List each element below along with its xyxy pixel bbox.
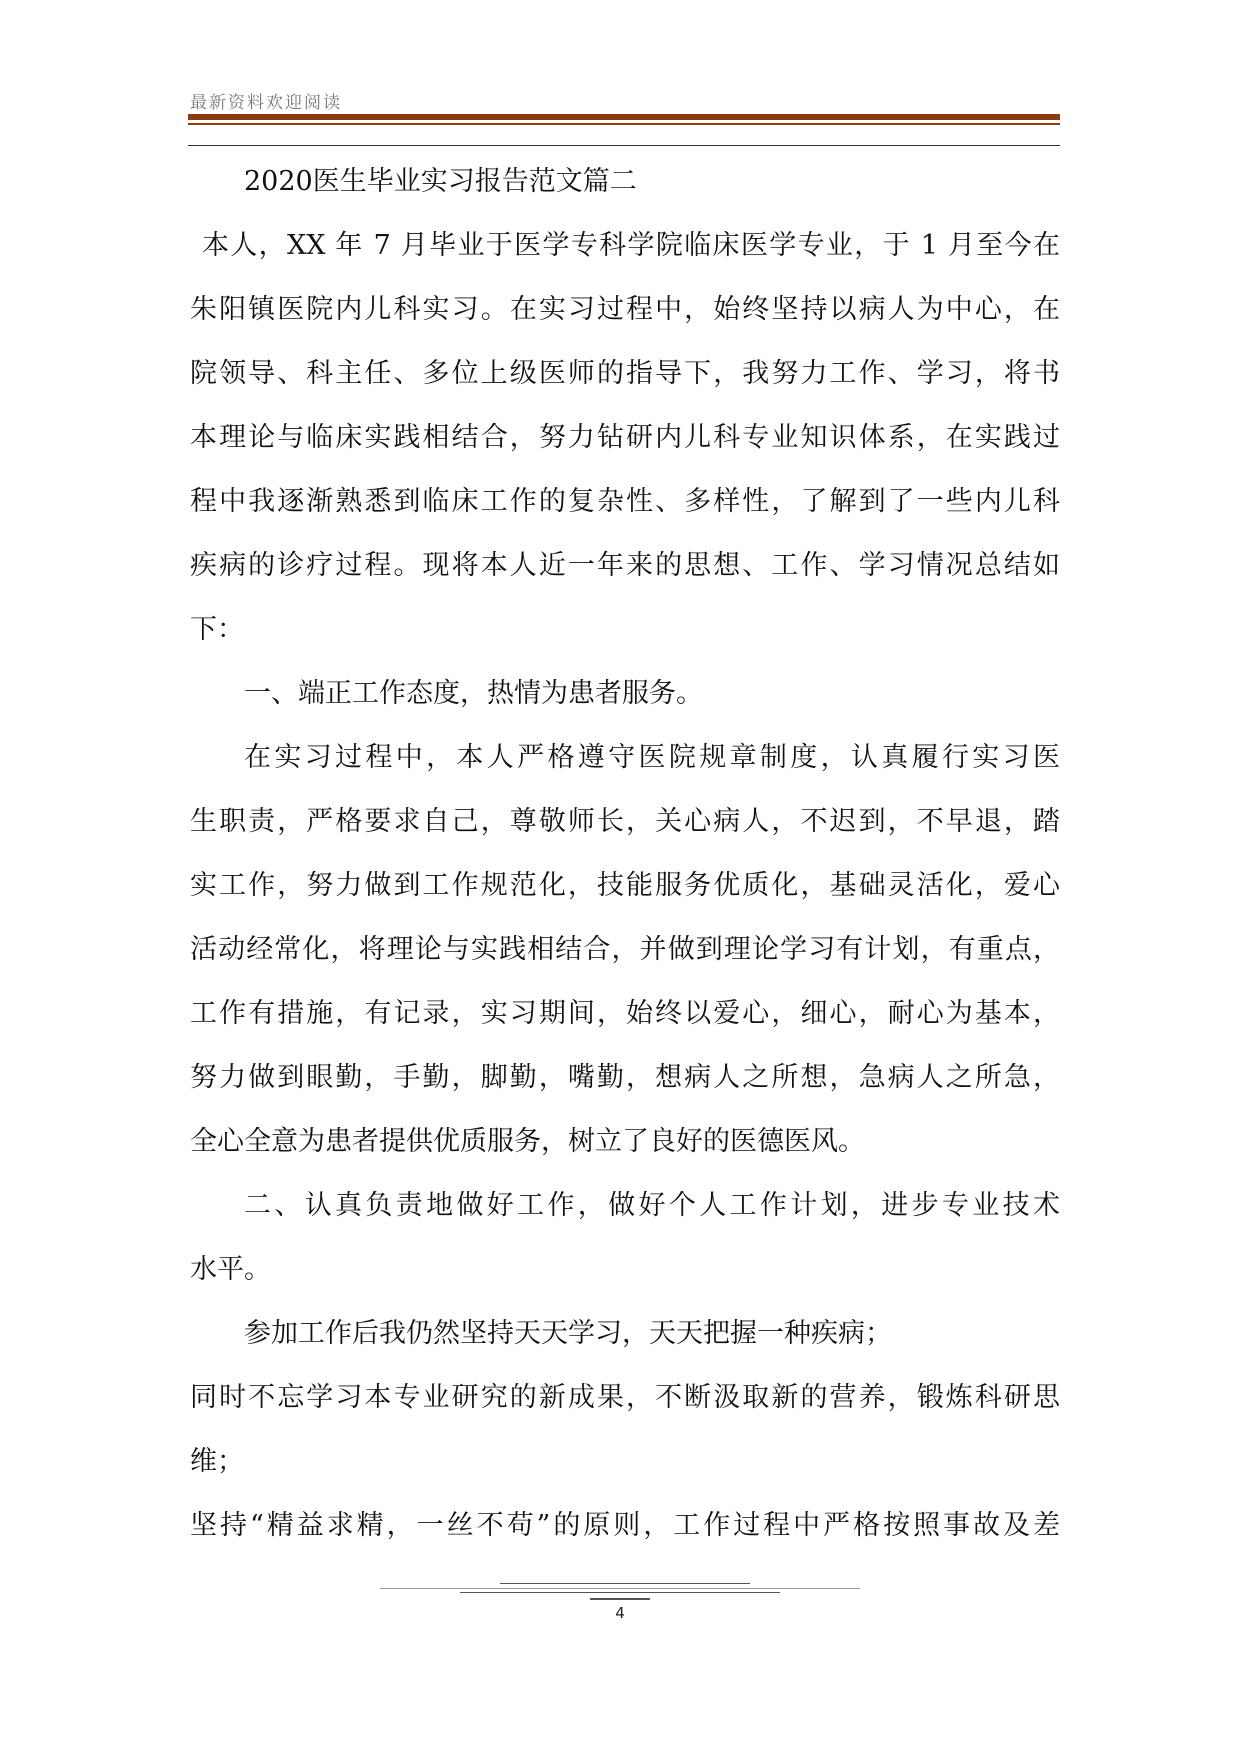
paragraph-line: 下：	[190, 614, 244, 645]
paragraph-line: 在实习过程中，本人严格遵守医院规章制度，认真履行实习医	[244, 742, 1060, 773]
section-heading: 二、认真负责地做好工作，做好个人工作计划，进步专业技术	[244, 1190, 1060, 1221]
paragraph-line: 活动经常化，将理论与实践相结合，并做到理论学习有计划，有重点，	[190, 934, 1060, 965]
header-text: 最新资料欢迎阅读	[190, 93, 342, 113]
paragraph-line: 全心全意为患者提供优质服务，树立了良好的医德医风。	[190, 1126, 865, 1157]
page-number: 4	[615, 1604, 625, 1622]
paragraph-line: 院领导、科主任、多位上级医师的指导下，我努力工作、学习，将书	[190, 358, 1060, 389]
header-rule-bottom	[188, 145, 1060, 146]
document-title: 2020医生毕业实习报告范文篇二	[244, 166, 637, 197]
paragraph-line: 工作有措施，有记录，实习期间，始终以爱心，细心，耐心为基本，	[190, 998, 1060, 1029]
header-rule-thin	[188, 123, 1060, 125]
paragraph-line: 朱阳镇医院内儿科实习。在实习过程中，始终坚持以病人为中心，在	[190, 294, 1060, 325]
section-heading-continued: 水平。	[190, 1254, 271, 1285]
footer-rule	[460, 1592, 780, 1593]
paragraph-line: 坚持“精益求精，一丝不苟”的原则，工作过程中严格按照事故及差	[190, 1510, 1060, 1541]
paragraph-line: 本人，XX 年 7 月毕业于医学专科学院临床医学专业，于 1 月至今在	[202, 230, 1060, 261]
paragraph-line: 本理论与临床实践相结合，努力钻研内儿科专业知识体系，在实践过	[190, 422, 1060, 453]
document-body	[190, 150, 1060, 1558]
paragraph-line: 程中我逐渐熟悉到临床工作的复杂性、多样性，了解到了一些内儿科	[190, 486, 1060, 517]
paragraph-line: 同时不忘学习本专业研究的新成果，不断汲取新的营养，锻炼科研思	[190, 1382, 1060, 1413]
section-heading: 一、端正工作态度，热情为患者服务。	[244, 678, 703, 709]
paragraph-line: 疾病的诊疗过程。现将本人近一年来的思想、工作、学习情况总结如	[190, 550, 1060, 581]
paragraph-line: 生职责，严格要求自己，尊敬师长，关心病人，不迟到，不早退，踏	[190, 806, 1060, 837]
footer-rule	[590, 1598, 650, 1600]
header-rule-thick	[188, 114, 1060, 120]
footer-rule	[500, 1583, 750, 1584]
paragraph-line: 努力做到眼勤，手勤，脚勤，嘴勤，想病人之所想，急病人之所急，	[190, 1062, 1060, 1093]
paragraph-line: 参加工作后我仍然坚持天天学习，天天把握一种疾病；	[244, 1318, 892, 1349]
paragraph-line: 维；	[190, 1446, 244, 1477]
footer-rule	[380, 1588, 860, 1589]
paragraph-line: 实工作，努力做到工作规范化，技能服务优质化，基础灵活化，爱心	[190, 870, 1060, 901]
